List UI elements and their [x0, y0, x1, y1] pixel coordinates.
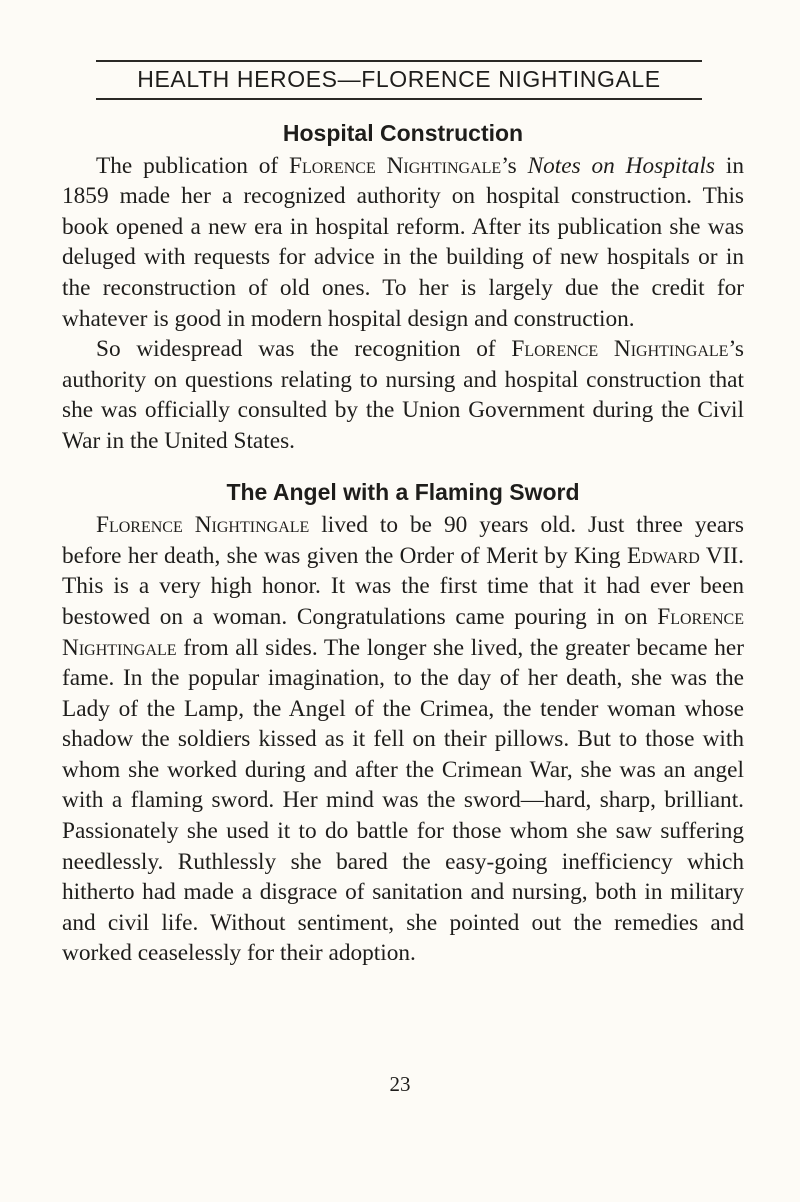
person-name: Florence Nightingale [96, 512, 310, 539]
header-rule-top [96, 60, 702, 62]
person-name: Florence Nightingale [511, 336, 729, 363]
header-rule-bottom [96, 98, 702, 100]
person-name: Florence Nightingale [289, 152, 502, 179]
paragraph-order-of-merit: Florence Nightingale lived to be 90 years old. Just three years before her death, she was given the Order of Merit by King Edward VII. This is a very high honor. It was the first time that it had ever been bestowed on a woman. Congratulations came pouring in on Florence Nightingale from all sides. The longer she lived, the greater became her fame. In the popular imagination, to the day of her death, she was the Lady of the Lamp, the Angel of the Crimea, the tender woman whose shadow the soldiers kissed as it fell on their pillows. But to those with whom she worked during and after the Crimean War, she was an angel with a flaming sword. Her mind was the sword—hard, sharp, brilliant. Passionately she used it to do battle for those whom she saw suffering needlessly. Ruthlessly she bared the easy-going inefficiency which hitherto had made a disgrace of sanitation and nursing, both in military and civil life. Without sentiment, she pointed out the remedies and worked ceaselessly for their adoption. [62, 512, 744, 967]
page-number: 23 [389, 1072, 411, 1096]
page-body [62, 118, 744, 969]
section-heading-hospital-construction: Hospital Construction [282, 120, 524, 146]
section-heading-angel-flaming-sword: The Angel with a Flaming Sword [226, 478, 580, 505]
king-name: Edward [626, 542, 700, 569]
paragraph-civil-war-consultation: So widespread was the recognition of Florence Nightingale’s authority on questions relating to nursing and hospital construction that she was officially consulted by the Union Government during the Civil War in the United States. [62, 336, 744, 454]
running-head: HEALTH HEROES—FLORENCE NIGHTINGALE [137, 66, 661, 92]
book-title: Notes on Hospitals [527, 152, 715, 179]
person-name: Florence Nightingale [62, 603, 744, 661]
paragraph-notes-on-hospitals: The publication of Florence Nightingale’s Notes on Hospitals in 1859 made her a recognized authority on hospital construction. This book opened a new era in hospital reform. After its publication she was deluged with requests for advice in the building of new hospitals or in the reconstruction of old ones. To her is largely due the credit for whatever is good in modern hospital design and construction. [62, 152, 744, 332]
